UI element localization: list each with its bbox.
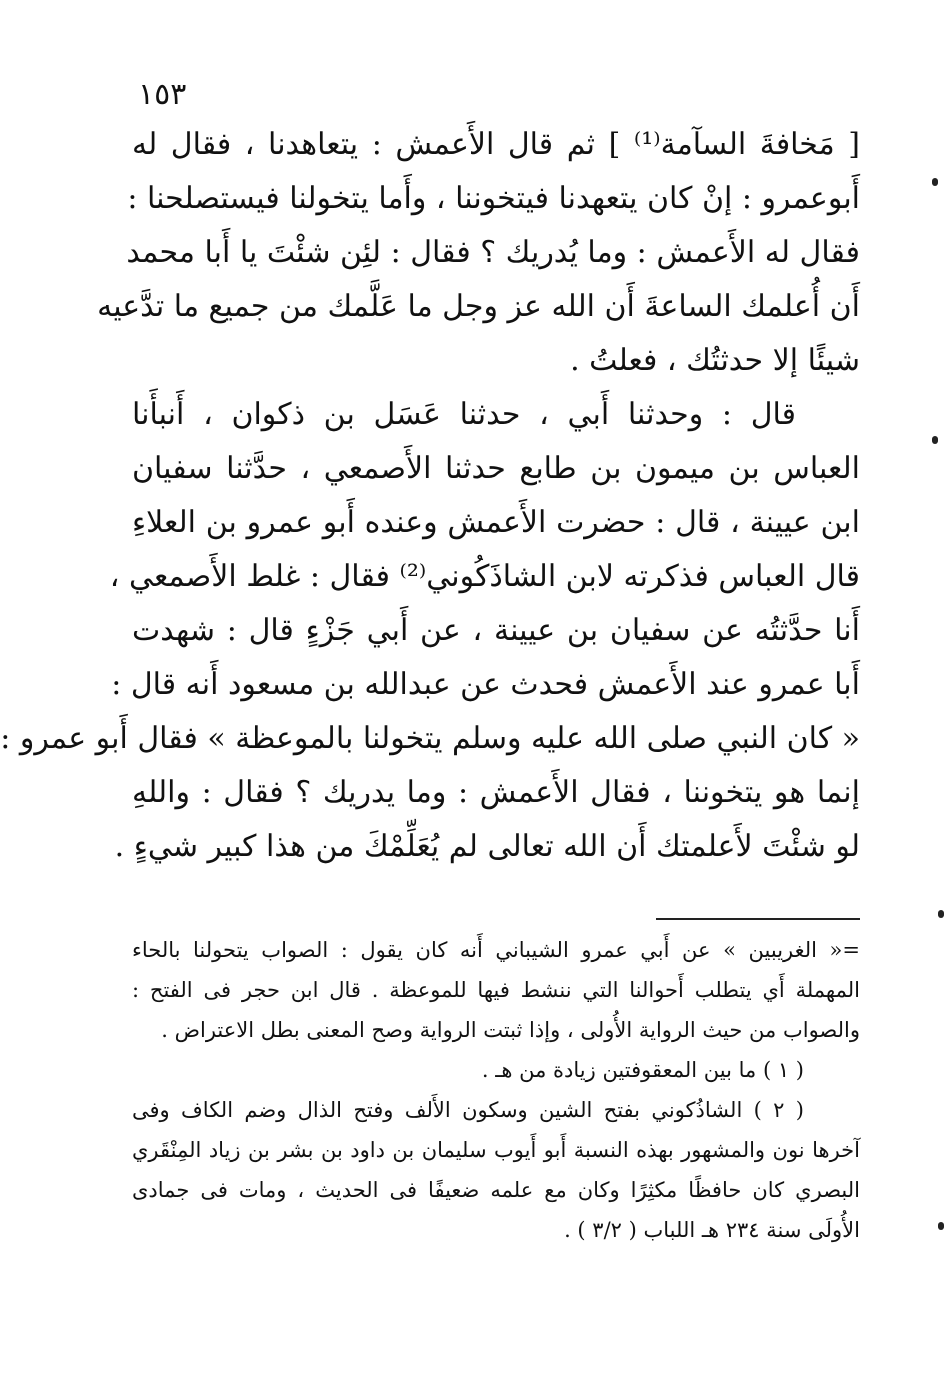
footnote-line: والصواب من حيث الرواية الأُولى ، وإذا ثبتت الرواية وصح المعنى بطل الاعتراض . [161,1018,860,1042]
margin-mark [938,1222,944,1230]
margin-mark [938,910,944,918]
footnote-line: الأُولَى سنة ٢٣٤ هـ اللباب ( ٣/٢ ) . [564,1218,860,1242]
footnote-line: =« الغريبين » عن أَبي عمرو الشيباني أَنه كان يقول : الصواب يتحولنا بالحاء [132,938,860,962]
text-line: « كان النبي صلى الله عليه وسلم يتخولنا بالموعظة » فقال أَبو عمرو : [0,721,860,756]
text-line: أَن أُعلمك الساعةَ أَن الله عز وجل ما عَلَّمك من جميع ما تدَّعيه [97,289,860,324]
text-line: فقال له الأَعمش : وما يُدريك ؟ فقال : لئِن شئْتَ يا أَبا محمد [126,235,860,270]
text-line: قال العباس فذكرته لابن الشاذَكُوني⁽²⁾ فقال : غلط الأَصمعي ، [109,559,860,594]
text-line: شيئًا إلا حدثتُك ، فعلتُ . [570,343,860,378]
text-line: أَنا حدَّثتُه عن سفيان بن عيينة ، عن أَبي جَزْءٍ قال : شهدت [132,613,860,648]
text-line: أَبا عمرو عند الأَعمش فحدث عن عبدالله بن مسعود أَنه قال : [111,667,860,702]
footnote-2: ( ٢ ) الشاذُكوني بفتح الشين وسكون الأَلف وفتح الذال وضم الكاف وفى [132,1098,804,1122]
footnote-line: البصري كان حافظًا مكثِرًا وكان مع علمه ضعيفًا فى الحديث ، ومات فى جمادى [132,1178,860,1202]
margin-mark [932,178,938,186]
text-line: ابن عيينة ، قال : حضرت الأَعمش وعنده أَبو عمرو بن العلاءِ [132,505,860,540]
footnote-line: آخرها نون والمشهور بهذه النسبة أَبو أَيوب سليمان بن داود بن بشر بن زياد المِنْقَري [132,1138,860,1162]
text-line: إنما هو يتخوننا ، فقال الأَعمش : وما يدريك ؟ فقال : واللهِ [132,775,860,810]
footnote-line: المهملة أَي يتطلب أَحوالنا التي ننشط فيها للموعظة . قال ابن حجر فى الفتح : [132,978,860,1002]
text-line: أَبوعمرو : إنْ كان يتعهدنا فيتخوننا ، وأَما يتخولنا فيستصلحنا : [127,181,860,216]
footnote-1: ( ١ ) ما بين المعقوفتين زيادة من هـ . [481,1058,804,1082]
text-line: [ مَخافةَ السآمة⁽¹⁾ ] ثم قال الأَعمش : يتعاهدنا ، فقال له [132,127,860,162]
footnotes [132,930,860,1250]
text-line: لو شئْتَ لأَعلمتك أَن الله تعالى لم يُعَلِّمْكَ من هذا كبير شيءٍ . [114,829,860,864]
footnote-divider [656,918,860,920]
text-line: قال : وحدثنا أَبي ، حدثنا عَسَل بن ذكوان ، أَنبأَنا [132,397,796,432]
page-number: ١٥٣ [138,77,187,112]
margin-mark [932,436,938,444]
main-text [0,118,860,874]
text-line: العباس بن ميمون بن طابع حدثنا الأَصمعي ، حدَّثنا سفيان [132,451,860,486]
